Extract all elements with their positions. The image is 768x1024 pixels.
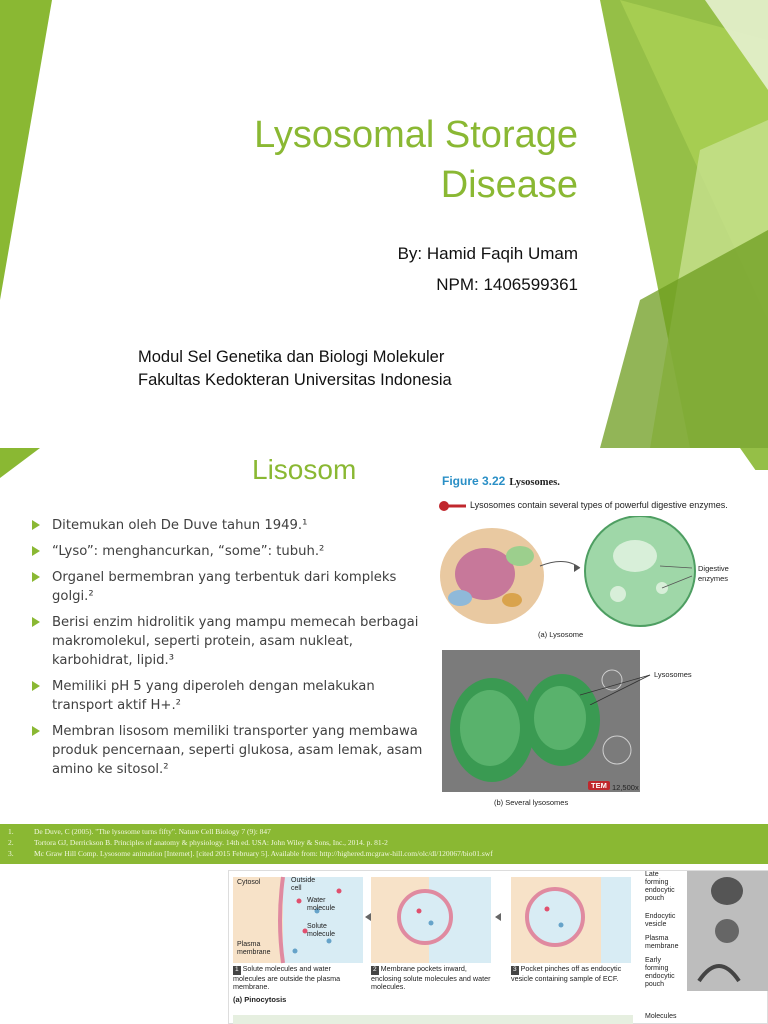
lysosome-figure bbox=[430, 470, 768, 810]
label-tem-plasma-membrane: Plasma membrane bbox=[645, 935, 679, 950]
reference-item: 3. Mc Graw Hill Comp. Lysosome animation [Internet]. [cited 2015 February 5]. Available from: http://highered.mcgraw-hill.com/olc/dl/120067/bio01.swf bbox=[8, 849, 493, 858]
presentation-title bbox=[158, 110, 578, 210]
label-early-forming-pouch: Early forming endocytic pouch bbox=[645, 957, 675, 988]
label-solute-molecule: Solute molecule bbox=[307, 923, 336, 938]
references-bar bbox=[0, 824, 768, 864]
student-number: NPM: 1406599361 bbox=[436, 275, 578, 294]
label-enzymes: enzymes bbox=[698, 574, 729, 583]
title-slide bbox=[0, 0, 768, 448]
bullet-arrow-icon bbox=[32, 520, 40, 530]
label-molecules: Molecules bbox=[645, 1013, 677, 1020]
label-several-lysosomes: (b) Several lysosomes bbox=[494, 798, 569, 807]
label-lysosome-a: (a) Lysosome bbox=[538, 630, 584, 639]
label-outside-cell: Outside cell bbox=[291, 877, 316, 892]
magnification: 12,500x bbox=[612, 783, 639, 792]
bullet-item: Membran lisosom memiliki transporter yang membawa produk pencernaan, seperti glukosa, asam lemak, asam amino ke sitosol.² bbox=[32, 722, 427, 779]
pinocytosis-slide bbox=[0, 864, 768, 1024]
pinocytosis-panels bbox=[229, 871, 768, 1024]
label-late-forming-pouch: Late forming endocytic pouch bbox=[645, 871, 675, 902]
slide-title: Lisosom bbox=[252, 454, 357, 485]
bullet-arrow-icon bbox=[32, 681, 40, 691]
bullet-item: Organel bermembran yang terbentuk dari kompleks golgi.² bbox=[32, 568, 427, 606]
bullet-item: Berisi enzim hidrolitik yang mampu memecah berbagai makromolekul, seperti protein, asam nukleat, karbohidrat, lipid.³ bbox=[32, 613, 427, 670]
bullet-item: “Lyso”: menghancurkan, “some”: tubuh.² bbox=[32, 542, 427, 561]
reference-list bbox=[0, 824, 768, 859]
key-icon bbox=[438, 500, 468, 512]
title-line-2: Disease bbox=[440, 164, 578, 206]
bullet-arrow-icon bbox=[32, 572, 40, 582]
label-cytosol: Cytosol bbox=[237, 879, 261, 886]
module-line-2: Fakultas Kedokteran Universitas Indonesia bbox=[138, 371, 452, 389]
bullet-item: Memiliki pH 5 yang diperoleh dengan melakukan transport aktif H+.² bbox=[32, 677, 427, 715]
tem-badge: TEM bbox=[588, 781, 610, 790]
step-2-text: 2 Membrane pockets inward, enclosing solute molecules and water molecules. bbox=[371, 964, 491, 991]
bullet-arrow-icon bbox=[32, 617, 40, 627]
label-water-molecule: Water molecule bbox=[307, 897, 336, 912]
bullet-arrow-icon bbox=[32, 726, 40, 736]
reference-item: 2. Tortora GJ, Derrickson B. Principles of anatomy & physiology. 14th ed. USA: John Wiley & Sons, Inc., 2014. p. 81-2 bbox=[8, 838, 388, 847]
figure-key-text: Lysosomes contain several types of powerful digestive enzymes. bbox=[470, 500, 728, 510]
lisosom-slide bbox=[0, 448, 768, 864]
bullet-arrow-icon bbox=[32, 546, 40, 556]
bullet-item: Ditemukan oleh De Duve tahun 1949.¹ bbox=[32, 516, 427, 535]
module-line-1: Modul Sel Genetika dan Biologi Molekuler bbox=[138, 348, 445, 366]
label-lysosomes: Lysosomes bbox=[654, 670, 692, 679]
label-endocytic-vesicle: Endocytic vesicle bbox=[645, 913, 676, 928]
step-3-text: 3 Pocket pinches off as endocytic vesicle containing sample of ECF. bbox=[511, 964, 622, 983]
step-1-text: 1 Solute molecules and water molecules are outside the plasma membrane. bbox=[233, 964, 341, 991]
reference-item: 1. De Duve, C (2005). "The lysosome turns fifty". Nature Cell Biology 7 (9): 847 bbox=[8, 827, 271, 836]
title-line-1: Lysosomal Storage bbox=[254, 114, 578, 156]
figure-caption: Figure 3.22 Lysosomes. bbox=[442, 474, 560, 488]
author-name: By: Hamid Faqih Umam bbox=[397, 244, 578, 263]
label-plasma-membrane: Plasma membrane bbox=[237, 941, 271, 956]
pinocytosis-figure bbox=[228, 870, 768, 1024]
module-info bbox=[138, 346, 558, 392]
label-digestive: Digestive bbox=[698, 564, 729, 573]
pinocytosis-title: (a) Pinocytosis bbox=[233, 995, 287, 1004]
bullet-list bbox=[32, 516, 427, 786]
